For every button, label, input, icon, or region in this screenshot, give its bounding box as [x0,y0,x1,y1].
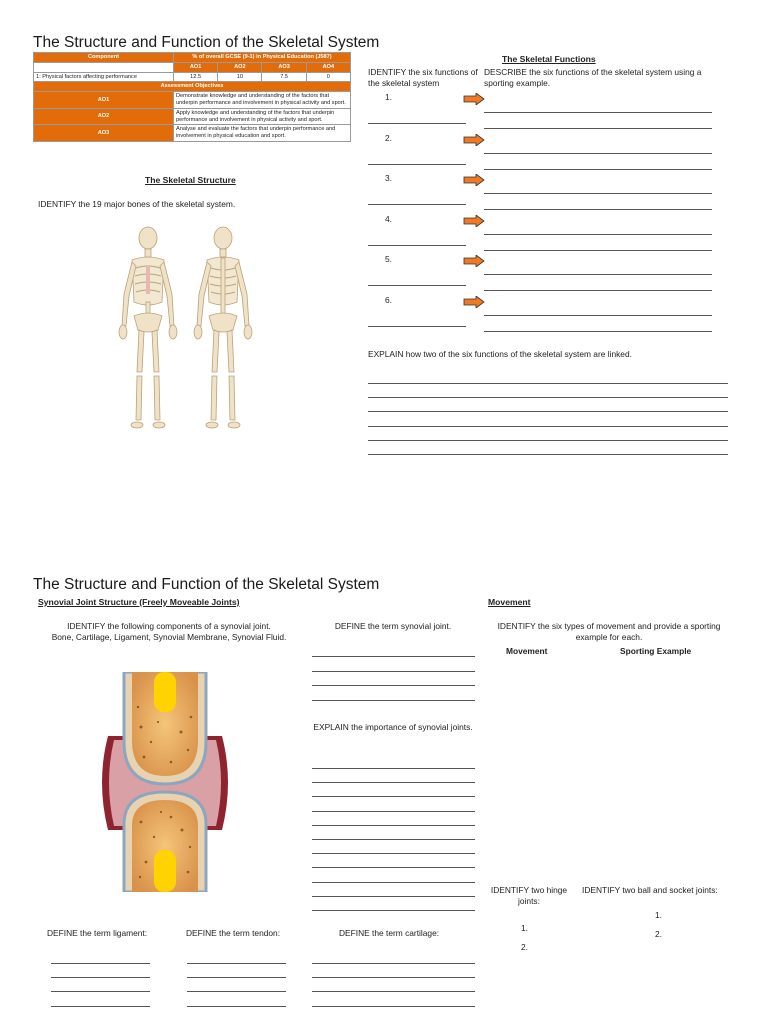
identify-function-line[interactable] [368,285,466,286]
explain-answer-line[interactable] [368,397,728,398]
identify-function-line[interactable] [368,204,466,205]
arrow-right-icon [463,134,485,146]
value-cell: 0 [306,72,350,82]
structure-heading: The Skeletal Structure [145,175,236,185]
identify-ball-socket-text: IDENTIFY two ball and socket joints: [582,885,718,895]
definition-answer-line[interactable] [187,963,286,964]
ball-number-1: 1. [655,910,662,920]
define-cartilage-text: DEFINE the term cartilage: [339,928,440,938]
synovial-definition-line[interactable] [312,671,475,672]
value-cell: 12.5 [174,72,218,82]
explain-answer-line[interactable] [368,383,728,384]
movement-heading: Movement [488,597,531,607]
explain-answer-line[interactable] [368,411,728,412]
synovial-explain-line[interactable] [312,796,475,797]
objective-text: Demonstrate knowledge and understanding of the factors that underpin performance and involvement in physical activity and sport. [174,92,351,109]
arrow-right-icon [463,296,485,308]
explain-answer-line[interactable] [368,426,728,427]
synovial-explain-line[interactable] [312,782,475,783]
objective-text: Apply knowledge and understanding of the factors that underpin performance and involvement in physical activity and sport. [174,108,351,125]
definition-answer-line[interactable] [51,1006,150,1007]
synovial-joint-image [96,672,234,892]
structure-instruction: IDENTIFY the 19 major bones of the skeletal system. [38,199,236,209]
synovial-heading: Synovial Joint Structure (Freely Moveable Joints) [38,597,240,607]
define-tendon-text: DEFINE the term tendon: [186,928,281,938]
synovial-definition-line[interactable] [312,656,475,657]
definition-answer-line[interactable] [51,991,150,992]
arrow-right-icon [463,174,485,186]
page1-title: The Structure and Function of the Skeletal System [33,34,380,51]
functions-heading: The Skeletal Functions [502,54,596,64]
describe-function-line[interactable] [484,128,712,129]
objective-text: Analyse and evaluate the factors that underpin performance and involvement in physical education and sport. [174,125,351,142]
define-synovial-text: DEFINE the term synovial joint. [334,621,452,631]
describe-function-line[interactable] [484,169,712,170]
explain-synovial-text: EXPLAIN the importance of synovial joints. [313,722,473,732]
definition-answer-line[interactable] [312,991,475,992]
value-cell: 7.5 [262,72,306,82]
identify-function-line[interactable] [368,123,466,124]
identify-hinge-text: IDENTIFY two hinge joints: [490,885,568,906]
function-number: 1. [385,92,392,102]
describe-function-line[interactable] [484,290,712,291]
describe-functions-text: DESCRIBE the six functions of the skeletal system using a sporting example. [484,67,702,88]
ball-number-2: 2. [655,929,662,939]
ao-header: AO3 [262,62,306,72]
arrow-right-icon [463,93,485,105]
define-ligament-text: DEFINE the term ligament: [47,928,148,938]
identify-functions-text: IDENTIFY the six functions of the skeletal system [368,67,478,88]
describe-function-line[interactable] [484,193,712,194]
synovial-explain-line[interactable] [312,896,475,897]
table-header-component: Component [34,53,174,63]
definition-answer-line[interactable] [187,977,286,978]
component-cell: 1: Physical factors affecting performance [34,72,174,82]
components-list: Bone, Cartilage, Ligament, Synovial Membrane, Synovial Fluid. [51,632,287,642]
skeleton-image [110,222,270,437]
identify-function-line[interactable] [368,326,466,327]
synovial-explain-line[interactable] [312,867,475,868]
describe-function-line[interactable] [484,234,712,235]
synovial-explain-line[interactable] [312,768,475,769]
describe-function-line[interactable] [484,153,712,154]
ao-header: AO2 [218,62,262,72]
objective-code: AO3 [34,125,174,142]
sporting-example-column-header: Sporting Example [620,646,692,656]
identify-function-line[interactable] [368,164,466,165]
describe-function-line[interactable] [484,250,712,251]
describe-function-line[interactable] [484,315,712,316]
identify-function-line[interactable] [368,245,466,246]
value-cell: 10 [218,72,262,82]
describe-function-line[interactable] [484,209,712,210]
explain-linked-text: EXPLAIN how two of the six functions of the skeletal system are linked. [368,349,632,359]
explain-answer-line[interactable] [368,440,728,441]
objective-code: AO1 [34,92,174,109]
hinge-number-1: 1. [521,923,528,933]
synovial-explain-line[interactable] [312,910,475,911]
definition-answer-line[interactable] [312,977,475,978]
objective-code: AO2 [34,108,174,125]
function-number: 4. [385,213,392,224]
explain-answer-line[interactable] [368,454,728,455]
arrow-right-icon [463,215,485,227]
definition-answer-line[interactable] [51,977,150,978]
page2-title: The Structure and Function of the Skeletal System [33,576,380,593]
synovial-explain-line[interactable] [312,825,475,826]
ao-header: AO4 [306,62,350,72]
describe-function-line[interactable] [484,112,712,113]
table-header-percent: % of overall GCSE (9-1) in Physical Education (J587) [174,53,351,63]
describe-function-line[interactable] [484,274,712,275]
function-number: 2. [385,132,392,143]
arrow-right-icon [463,255,485,267]
synovial-explain-line[interactable] [312,853,475,854]
definition-answer-line[interactable] [312,1006,475,1007]
movement-column-header: Movement [506,646,548,656]
hinge-number-2: 2. [521,942,528,952]
synovial-definition-line[interactable] [312,685,475,686]
describe-function-line[interactable] [484,331,712,332]
synovial-definition-line[interactable] [312,700,475,701]
synovial-explain-line[interactable] [312,811,475,812]
function-number: 5. [385,254,392,264]
definition-answer-line[interactable] [51,963,150,964]
identify-components-text: IDENTIFY the following components of a synovial joint. [67,621,271,631]
assessment-table [33,52,351,142]
identify-movement-text: IDENTIFY the six types of movement and provide a sporting example for each. [497,621,721,642]
function-number: 3. [385,173,392,183]
synovial-explain-line[interactable] [312,839,475,840]
ao-header: AO1 [174,62,218,72]
synovial-explain-line[interactable] [312,882,475,883]
objectives-title: Assessment Objectives [34,82,351,92]
definition-answer-line[interactable] [187,991,286,992]
definition-answer-line[interactable] [187,1006,286,1007]
definition-answer-line[interactable] [312,963,475,964]
function-number: 6. [385,294,392,305]
